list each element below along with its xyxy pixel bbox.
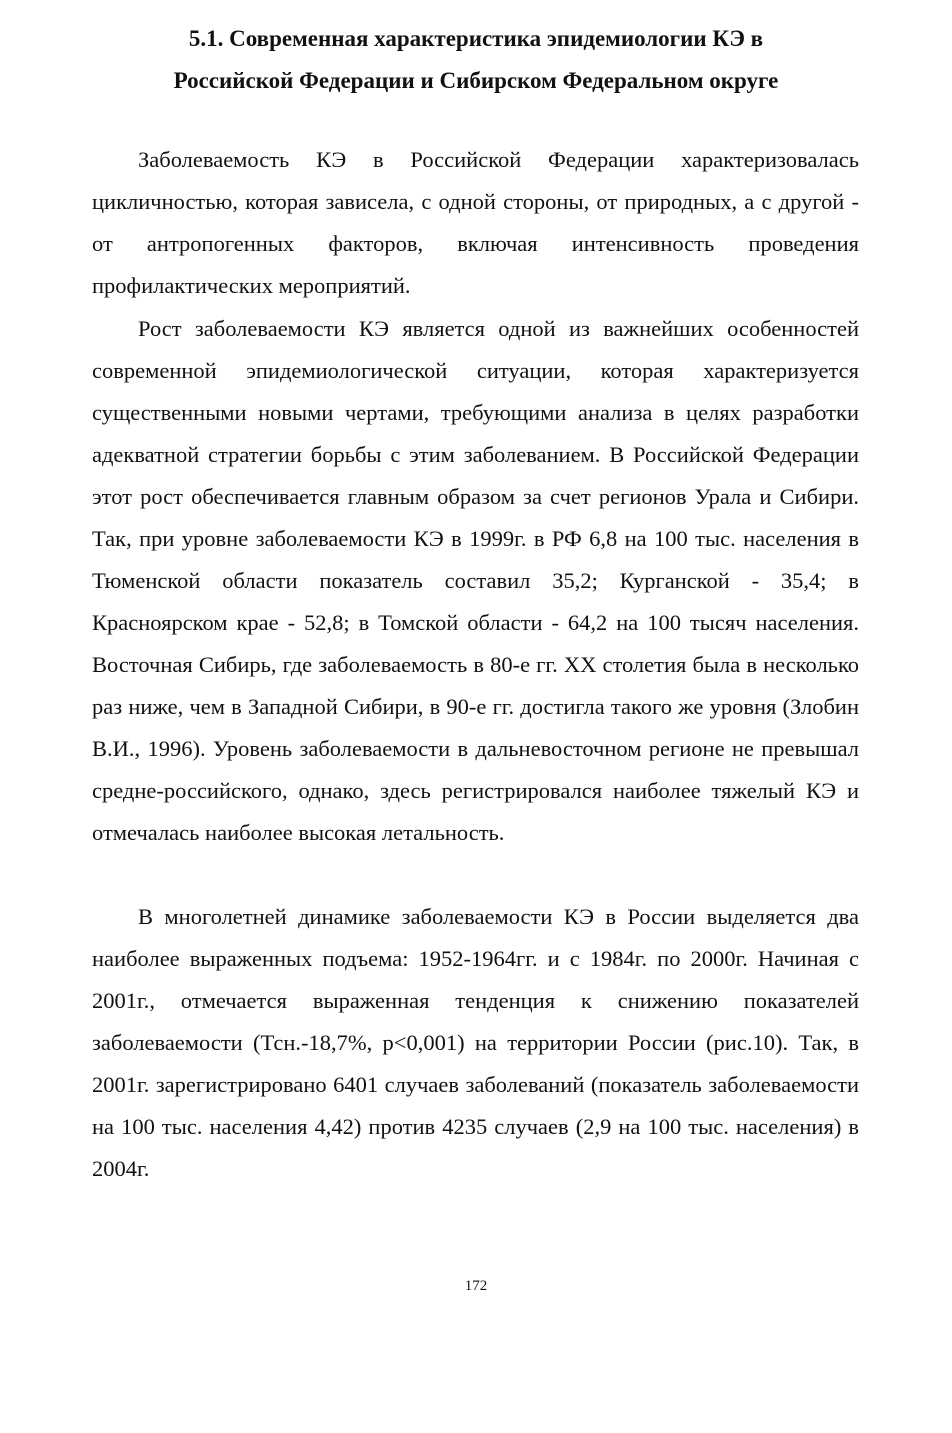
page-number: 172	[464, 1278, 488, 1294]
section-heading	[60, 18, 892, 102]
paragraph-3: В многолетней динамике заболеваемости КЭ в России выделяется два наиболее выраженных подъема: 1952-1964гг. и с 1984г. по 2000г. Начиная с 2001г., отмечается выраженная тенденция к снижению показателей заболеваемости (Тсн.-18,7%, р<0,001) на территории России (рис.10). Так, в 2001г. зарегистрировано 6401 случаев заболеваний (показатель заболеваемости на 100 тыс. населения 4,42) против 4235 случаев (2,9 на 100 тыс. населения) в 2004г.	[92, 904, 859, 1181]
paragraph-2: Рост заболеваемости КЭ является одной из важнейших особенностей современной эпидемиологической ситуации, которая характеризуется существенными новыми чертами, требующими анализа в целях разработки адекватной стратегии борьбы с этим заболеванием. В Российской Федерации этот рост обеспечивается главным образом за счет регионов Урала и Сибири. Так, при уровне заболеваемости КЭ в 1999г. в РФ 6,8 на 100 тыс. населения в Тюменской области показатель составил 35,2; Курганской - 35,4; в Красноярском крае - 52,8; в Томской области - 64,2 на 100 тысяч населения. Восточная Сибирь, где заболеваемость в 80-е гг. XX столетия была в несколько раз ниже, чем в Западной Сибири, в 90-е гг. достигла такого же уровня (Злобин В.И., 1996). Уровень заболеваемости в дальневосточном регионе не превышал средне-российского, однако, здесь регистрировался наиболее тяжелый КЭ и отмечалась наиболее высокая летальность.	[92, 316, 859, 845]
paragraph-1: Заболеваемость КЭ в Российской Федерации характеризовалась цикличностью, которая зависела, с одной стороны, от природных, а с другой - от антропогенных факторов, включая интенсивность проведения профилактических мероприятий.	[92, 147, 859, 298]
heading-line-2: Российской Федерации и Сибирском Федеральном округе	[173, 68, 779, 93]
heading-line-1: 5.1. Современная характеристика эпидемиологии КЭ в	[188, 26, 764, 51]
